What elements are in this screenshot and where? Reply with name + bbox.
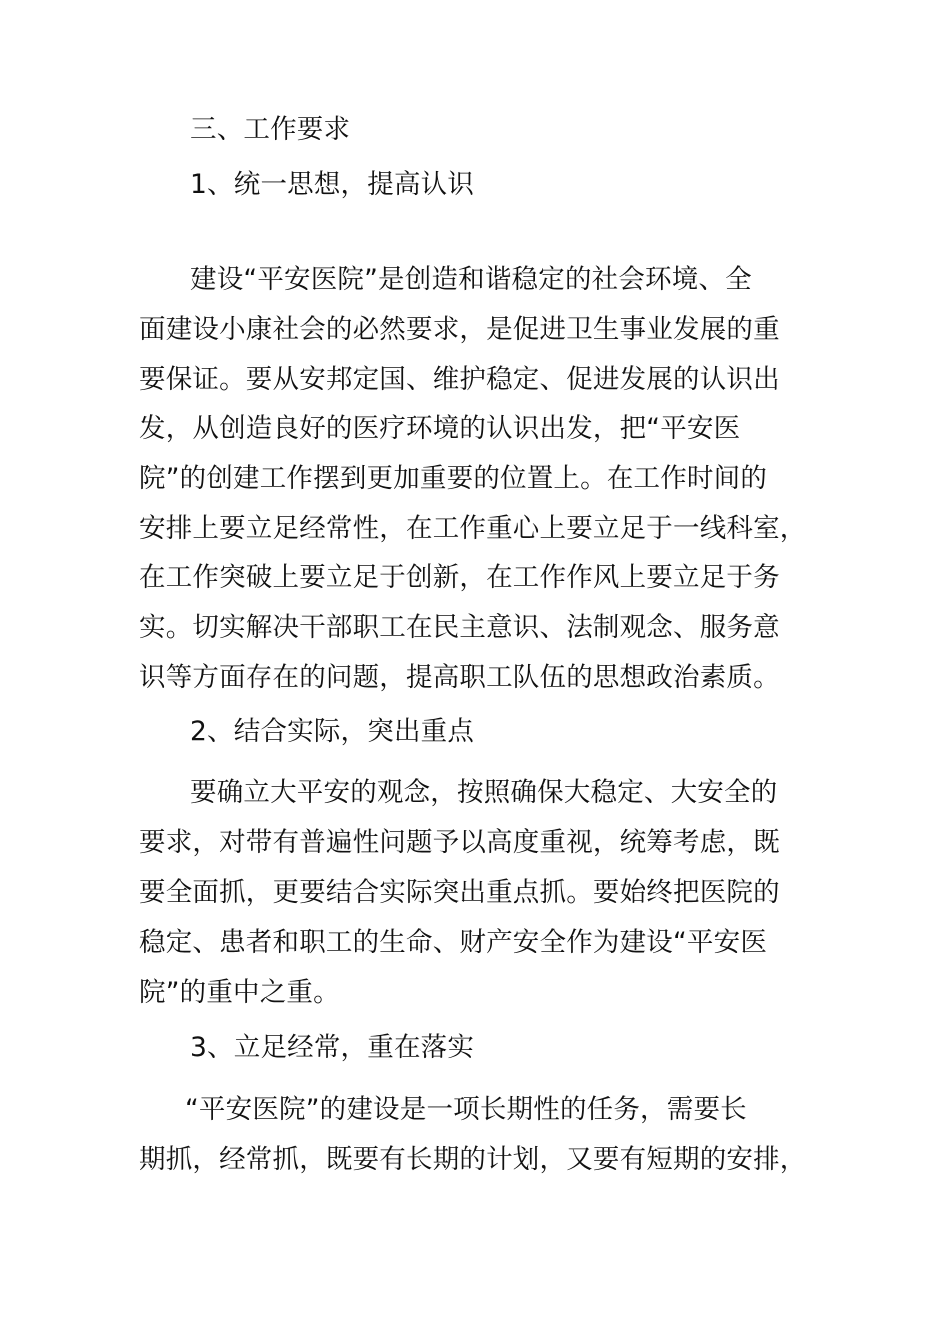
section-heading: 三、工作要求: [190, 114, 351, 145]
paragraph-1-line-2: 面建设小康社会的必然要求，是促进卫生事业发展的重: [139, 314, 780, 345]
paragraph-1-line-8: 实。切实解决干部职工在民主意识、法制观念、服务意: [139, 612, 780, 643]
paragraph-3-line-2: 期抓，经常抓，既要有长期的计划，又要有短期的安排，: [139, 1144, 807, 1175]
paragraph-2-line-1: 要确立大平安的观念，按照确保大稳定、大安全的: [190, 777, 778, 808]
subheading-1: 1、统一思想，提高认识: [190, 169, 475, 200]
subheading-2: 2、结合实际，突出重点: [190, 716, 475, 747]
paragraph-1-line-1: 建设“平安医院”是创造和谐稳定的社会环境、全: [190, 264, 752, 295]
paragraph-1-line-3: 要保证。要从安邦定国、维护稳定、促进发展的认识出: [139, 364, 780, 395]
paragraph-2-line-3: 要全面抓，更要结合实际突出重点抓。要始终把医院的: [139, 877, 780, 908]
paragraph-1-line-7: 在工作突破上要立足于创新，在工作作风上要立足于务: [139, 562, 780, 593]
paragraph-1-line-4: 发，从创造良好的医疗环境的认识出发，把“平安医: [139, 413, 741, 444]
paragraph-3-line-1: “平安医院”的建设是一项长期性的任务，需要长: [185, 1094, 747, 1125]
paragraph-1-line-6: 安排上要立足经常性，在工作重心上要立足于一线科室，: [139, 513, 807, 544]
paragraph-2-line-5: 院”的重中之重。: [139, 977, 340, 1008]
subheading-3: 3、立足经常，重在落实: [190, 1032, 475, 1063]
paragraph-1-line-5: 院”的创建工作摆到更加重要的位置上。在工作时间的: [139, 463, 768, 494]
paragraph-1-line-9: 识等方面存在的问题，提高职工队伍的思想政治素质。: [139, 662, 780, 693]
paragraph-2-line-2: 要求，对带有普遍性问题予以高度重视，统筹考虑，既: [139, 827, 780, 858]
paragraph-2-line-4: 稳定、患者和职工的生命、财产安全作为建设“平安医: [139, 927, 768, 958]
